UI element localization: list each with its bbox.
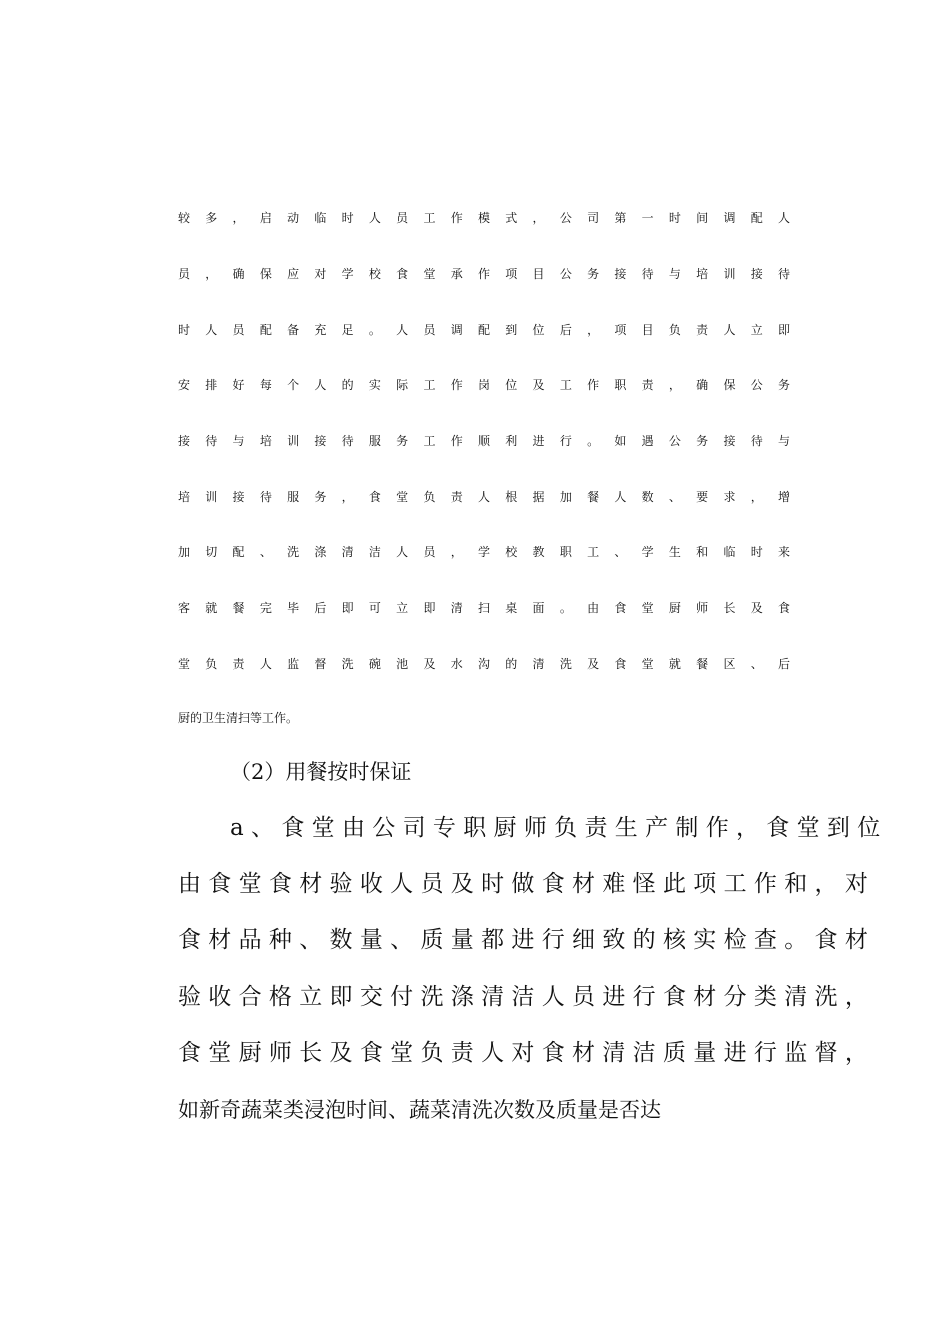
paragraph2-last-line: 如新奇蔬菜类浸泡时间、蔬菜清洗次数及质量是否达 bbox=[178, 1098, 661, 1122]
paragraph1-line: 加 切 配 、 洗 涤 清 洁 人 员 ， 学 校 教 职 工 、 学 生 和 临 时 来 bbox=[178, 545, 790, 559]
paragraph1-line: 较 多 ， 启 动 临 时 人 员 工 作 模 式 ， 公 司 第 一 时 间 调 配 人 bbox=[178, 211, 790, 225]
paragraph1-line: 接 待 与 培 训 接 待 服 务 工 作 顺 利 进 行 。 如 遇 公 务 接 待 与 bbox=[178, 434, 790, 448]
paragraph1-last-line: 厨的卫生清扫等工作。 bbox=[178, 711, 299, 725]
paragraph2-line: 食 堂 厨 师 长 及 食 堂 负 责 人 对 食 材 清 洁 质 量 进 行 监 督 ， bbox=[178, 1040, 868, 1066]
paragraph1-line: 堂 负 责 人 监 督 洗 碗 池 及 水 沟 的 清 洗 及 食 堂 就 餐 区 、 后 bbox=[178, 657, 790, 671]
paragraph1-line: 客 就 餐 完 毕 后 即 可 立 即 清 扫 桌 面 。 由 食 堂 厨 师 长 及 食 bbox=[178, 601, 790, 615]
paragraph1-line: 时 人 员 配 备 充 足 。 人 员 调 配 到 位 后 ， 项 目 负 责 人 立 即 bbox=[178, 323, 790, 337]
paragraph2-line: 食 材 品 种 、 数 量 、 质 量 都 进 行 细 致 的 核 实 检 查 。 食 材 bbox=[178, 927, 868, 953]
paragraph1-line: 安 排 好 每 个 人 的 实 际 工 作 岗 位 及 工 作 职 责 ， 确 保 公 务 bbox=[178, 378, 790, 392]
section-heading: （2）用餐按时保证 bbox=[230, 760, 412, 784]
paragraph1-line: 培 训 接 待 服 务 ， 食 堂 负 责 人 根 据 加 餐 人 数 、 要 求 ， 增 bbox=[178, 490, 790, 504]
paragraph2-line: 验 收 合 格 立 即 交 付 洗 涤 清 洁 人 员 进 行 食 材 分 类 清 洗 ， bbox=[178, 984, 868, 1010]
paragraph2-line: 由 食 堂 食 材 验 收 人 员 及 时 做 食 材 难 怪 此 项 工 作 和 ， 对 bbox=[178, 871, 868, 897]
paragraph1-line: 员 ， 确 保 应 对 学 校 食 堂 承 作 项 目 公 务 接 待 与 培 训 接 待 bbox=[178, 267, 790, 281]
paragraph2-line: a 、 食 堂 由 公 司 专 职 厨 师 负 责 生 产 制 作 ， 食 堂 到 位 bbox=[230, 815, 881, 841]
